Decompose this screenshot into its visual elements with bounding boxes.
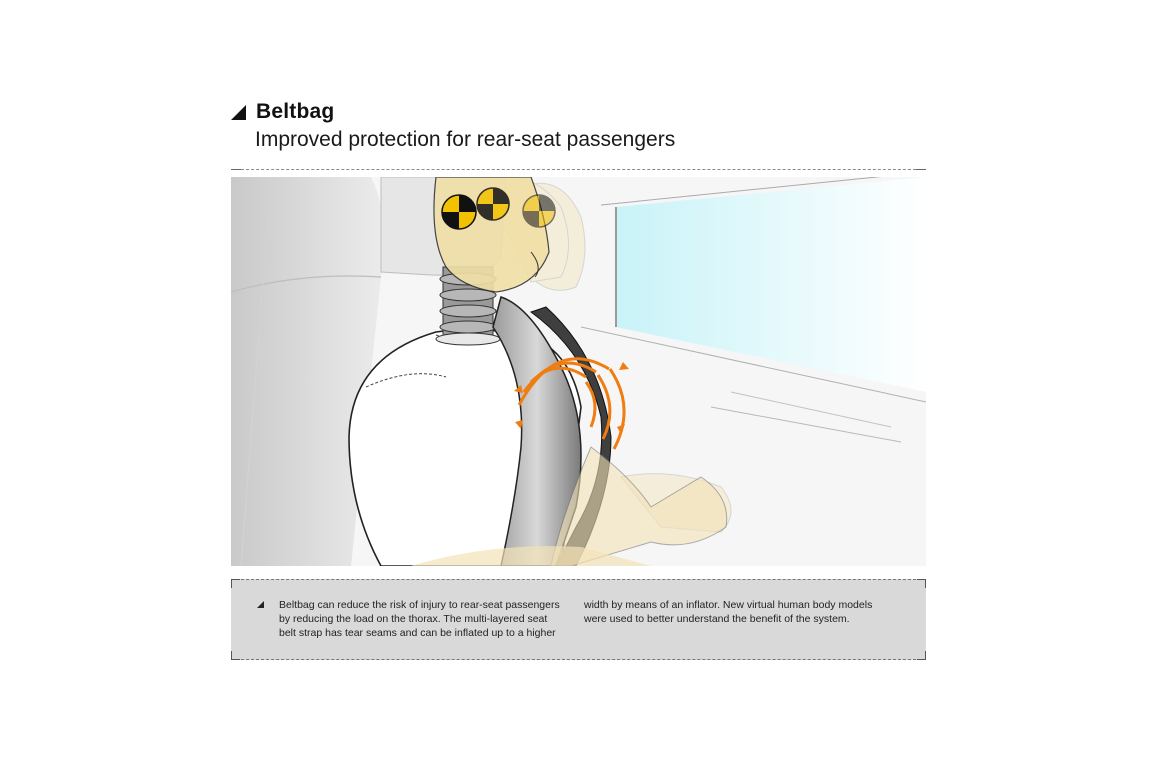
top-divider bbox=[231, 169, 926, 170]
title-triangle-icon bbox=[231, 105, 246, 120]
corner-mark bbox=[231, 651, 240, 660]
crash-test-target-icon bbox=[477, 188, 509, 220]
beltbag-illustration bbox=[231, 177, 926, 566]
caption-bottom-dash bbox=[241, 659, 916, 660]
caption-box bbox=[231, 579, 926, 660]
corner-mark bbox=[917, 651, 926, 660]
crash-test-target-icon bbox=[523, 195, 555, 227]
caption-column-1: Beltbag can reduce the risk of injury to rear-seat passengers by reducing the load on the thorax. The multi-layered seat belt strap has tear seams and can be inflated up to a higher bbox=[279, 599, 560, 639]
corner-mark bbox=[917, 579, 926, 588]
title-row bbox=[231, 98, 931, 126]
page-title: Beltbag bbox=[256, 100, 335, 123]
illustration-svg bbox=[231, 177, 926, 566]
header bbox=[231, 98, 931, 152]
crash-test-target-icon bbox=[442, 195, 476, 229]
page-subtitle: Improved protection for rear-seat passengers bbox=[255, 128, 676, 151]
caption-column-2: width by means of an inflator. New virtual human body models were used to better understand the benefit of the system. bbox=[584, 599, 873, 625]
corner-mark bbox=[231, 579, 240, 588]
caption-top-dash bbox=[241, 579, 916, 580]
caption-triangle-icon bbox=[257, 601, 264, 608]
